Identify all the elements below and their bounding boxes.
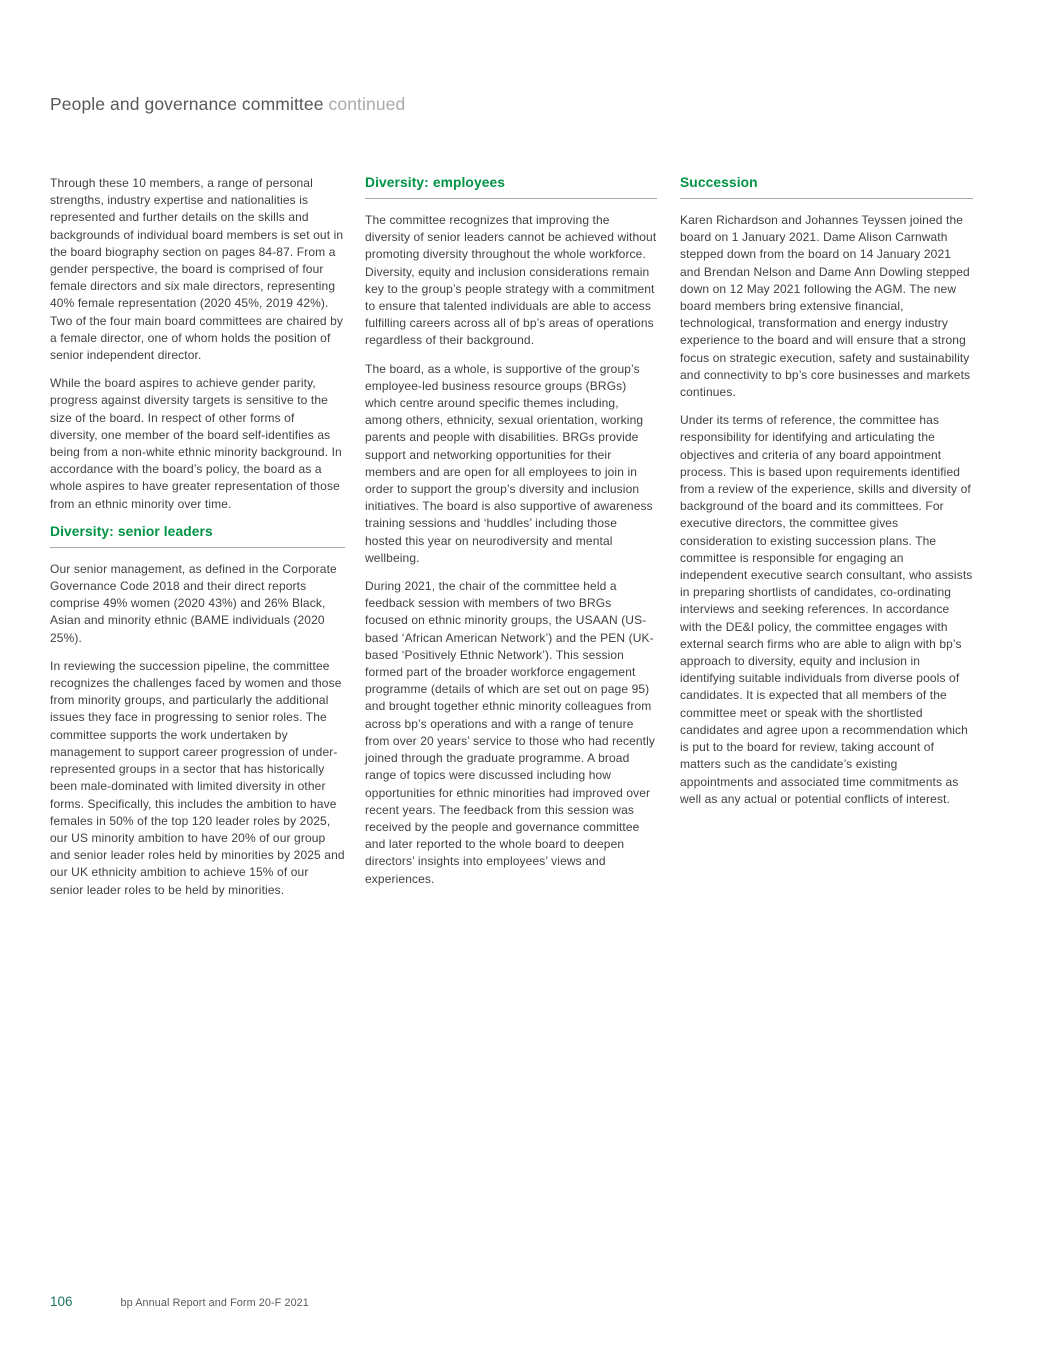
paragraph: Our senior management, as defined in the Corporate Governance Code 2018 and their direct reports comprise 49% women (2020 43%) and 26% Black, Asian and minority ethnic (BAME individuals (2020 25%). [50, 561, 337, 645]
section-heading-diversity-employees: Diversity: employees [365, 175, 657, 199]
column-left [50, 175, 345, 910]
page-footer [50, 1294, 975, 1309]
page-title-continued [329, 94, 406, 114]
page-title-text: People and governance committee [50, 94, 324, 114]
page-title [50, 93, 405, 115]
paragraph: Under its terms of reference, the committee has responsibility for identifying and articulating the objectives and criteria of any board appointment process. This is based upon requirements identified from a review of the experience, skills and diversity of background of the board and its committees. For executive directors, the committee gives consideration to existing succession plans. The committee is responsible for engaging an independent executive search consultant, who assists in preparing shortlists of candidates, co-ordinating interviews and seeking references. In accordance with the DE&I policy, the committee engages with external search firms who are able to align with bp’s approach to diversity, equity and inclusion in identifying suitable individuals from diverse pools of candidates. It is expected that all members of the committee meet or speak with the shortlisted candidates and agree upon a recommendation which is put to the board for review, taking account of matters such as the candidate’s existing appointments and associated time commitments as well as any actual or potential conflicts of interest. [680, 413, 973, 806]
section-heading-succession: Succession [680, 175, 973, 199]
page-title-continued-text: continued [328, 94, 406, 114]
footer-page-number: 106 [50, 1294, 73, 1309]
paragraph: The board, as a whole, is supportive of the group’s employee-led business resource groups (BRGs) which centre around specific themes including, among others, ethnicity, sexual orientation, working parents and people with disabilities. BRGs provide support and networking opportunities for their members and are open for all employees to join in order to support the group’s diversity and inclusion initiatives. The board is also supportive of awareness training sessions and ‘huddles’ including those hosted this year on neurodiversity and mental wellbeing. [365, 361, 653, 565]
section-heading-diversity-senior-leaders: Diversity: senior leaders [50, 524, 345, 548]
column-right [680, 175, 973, 819]
paragraph: During 2021, the chair of the committee held a feedback session with members of two BRGs focused on ethnic minority groups, the USAAN (US-based ‘African American Network’) and the PEN (UK-based ‘Positively Ethnic Network’). This session formed part of the broader workforce engagement programme (details of which are set out on page 95) and brought together ethnic minority colleagues from across bp’s operations and with a range of tenure from over 20 years’ service to those who had recently joined through the graduate programme. A broad range of topics were discussed including how opportunities for ethnic minorities had improved over recent years. The feedback from this session was received by the people and governance committee and later reported to the whole board to deepen directors’ insights into employees’ views and experiences. [365, 579, 656, 886]
paragraph: While the board aspires to achieve gender parity, progress against diversity targets is sensitive to the size of the board. In respect of other forms of diversity, one member of the board self-identifies as being from a non-white ethnic minority background. In accordance with the board’s policy, the board as a whole aspires to have greater representation of those from an ethnic minority over time. [50, 376, 342, 511]
paragraph: In reviewing the succession pipeline, the committee recognizes the challenges faced by women and those from minority groups, and particularly the additional issues they face in progressing to senior roles. The committee supports the work undertaken by management to support career progression of under-represented groups in a sector that has historically been male-dominated with limited diversity in other forms. Specifically, this includes the ambition to have females in 50% of the top 120 leader roles by 2025, our US minority ambition to have 20% of our group and senior leader roles held by minorities by 2025 and our UK ethnicity ambition to achieve 15% of our senior leader roles to be held by minorities. [50, 658, 345, 897]
paragraph: The committee recognizes that improving the diversity of senior leaders cannot be achieved without promoting diversity throughout the whole workforce. Diversity, equity and inclusion considerations remain key to the group’s people strategy with a commitment to ensure that talented individuals are able to access fulfilling careers across all of bp’s areas of operations regardless of their background. [365, 213, 657, 348]
column-middle [365, 175, 657, 899]
footer-report-title: bp Annual Report and Form 20-F 2021 [120, 1297, 309, 1309]
paragraph: Karen Richardson and Johannes Teyssen joined the board on 1 January 2021. Dame Alison Carnwath stepped down from the board on 14 January 2021 and Brendan Nelson and Dame Ann Dowling stepped down on 12 May 2021 following the AGM. The new board members bring extensive financial, technological, transformation and energy industry experience to the board and will ensure that a strong focus on strategic execution, safety and sustainability and connectivity to bp’s core businesses and markets continues. [680, 213, 971, 400]
paragraph: Through these 10 members, a range of personal strengths, industry expertise and nationalities is represented and further details on the skills and backgrounds of individual board members is set out in the board biography section on pages 84-87. From a gender perspective, the board is comprised of four female directors and six male directors, representing 40% female representation (2020 45%, 2019 42%). Two of the four main board committees are chaired by a female director, one of whom holds the position of senior independent director. [50, 176, 344, 363]
